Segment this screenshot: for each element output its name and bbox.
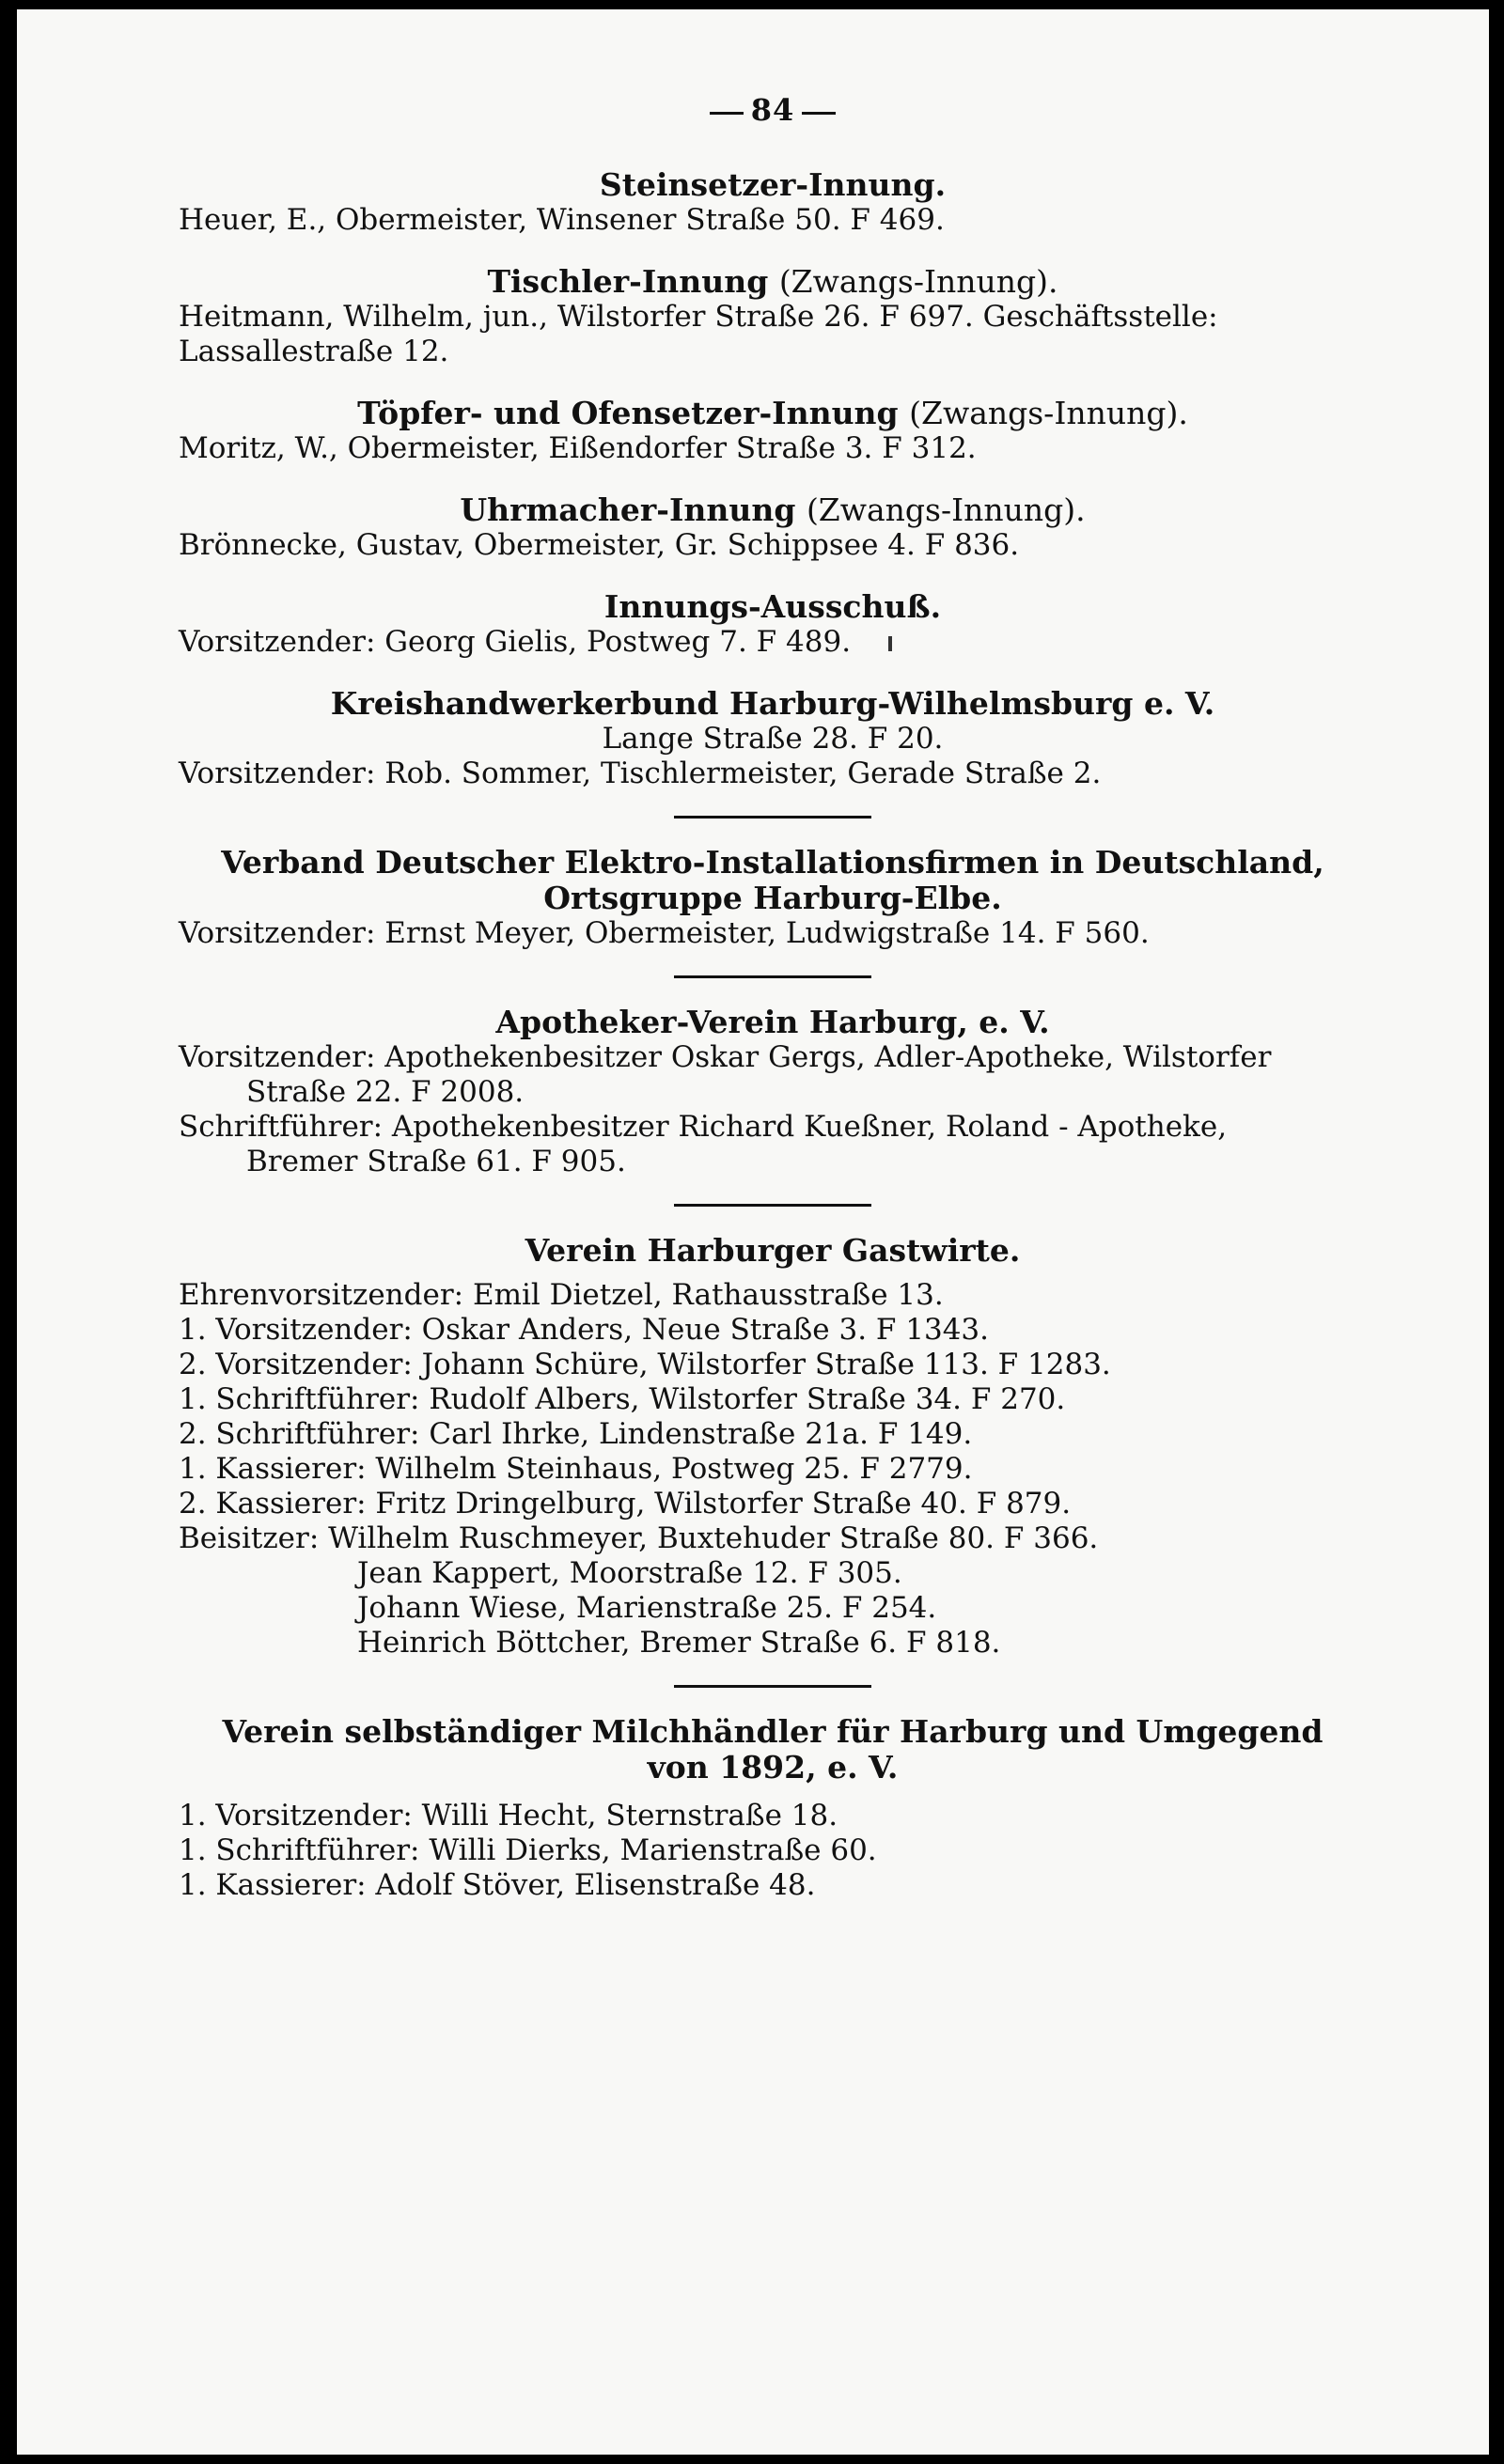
heading-milchhaendler-line1: Verein selbständiger Milchhändler für Harburg und Umgegend [222,1713,1324,1750]
list-item: Heinrich Böttcher, Bremer Straße 6. F 818. [357,1626,1001,1660]
list-item: Beisitzer: Wilhelm Ruschmeyer, Buxtehuder Straße 80. F 366. [179,1521,1099,1555]
heading-gastwirte: Verein Harburger Gastwirte. [525,1232,1021,1269]
section-divider [674,816,871,819]
list-item: 1. Vorsitzender: Willi Hecht, Sternstraße 18. [179,1799,838,1832]
heading-innungsausschuss: Innungs-Ausschuß. [603,588,942,625]
entry-tischler-line1: Heitmann, Wilhelm, jun., Wilstorfer Straße 26. F 697. Geschäftsstelle: [179,300,1218,334]
dash-right [802,112,836,115]
entry-elektro: Vorsitzender: Ernst Meyer, Obermeister, Ludwigstraße 14. F 560. [179,916,1150,950]
section-divider [674,1685,871,1688]
entry-innungsausschuss: Vorsitzender: Georg Gielis, Postweg 7. F 489. [179,625,1367,660]
document-page [17,9,1489,2455]
entry-uhrmacher: Brönnecke, Gustav, Obermeister, Gr. Schippsee 4. F 836. [179,528,1020,562]
heading-toepfer: Töpfer- und Ofensetzer-Innung (Zwangs-Innung). [357,395,1188,431]
entry-apotheker-line1: Vorsitzender: Apothekenbesitzer Oskar Gergs, Adler-Apotheke, Wilstorfer [179,1040,1272,1074]
heading-elektro-line1: Verband Deutscher Elektro-Installationsfirmen in Deutschland, [221,844,1324,881]
list-item: 2. Kassierer: Fritz Dringelburg, Wilstorfer Straße 40. F 879. [179,1487,1072,1521]
heading-apotheker: Apotheker-Verein Harburg, e. V. [495,1004,1050,1040]
entry-apotheker-line3: Schriftführer: Apothekenbesitzer Richard Kueßner, Roland - Apotheke, [179,1110,1228,1144]
entry-steinsetzer: Heuer, E., Obermeister, Winsener Straße 50. F 469. [179,203,945,237]
entry-toepfer: Moritz, W., Obermeister, Eißendorfer Straße 3. F 312. [179,431,977,465]
list-item: Johann Wiese, Marienstraße 25. F 254. [357,1591,937,1625]
entry-apotheker-line2: Straße 22. F 2008. [246,1075,525,1109]
list-item: 2. Vorsitzender: Johann Schüre, Wilstorfer Straße 113. F 1283. [179,1348,1111,1381]
entry-tischler-line2: Lassallestraße 12. [179,335,449,368]
list-item: Ehrenvorsitzender: Emil Dietzel, Rathausstraße 13. [179,1278,944,1312]
list-item: 1. Vorsitzender: Oskar Anders, Neue Straße 3. F 1343. [179,1313,990,1347]
heading-kreishandwerkerbund: Kreishandwerkerbund Harburg-Wilhelmsburg e. V. [330,685,1215,722]
heading-uhrmacher: Uhrmacher-Innung (Zwangs-Innung). [460,491,1086,528]
page-number: 84 [179,92,1367,128]
heading-steinsetzer: Steinsetzer-Innung. [599,166,947,203]
section-divider [674,1204,871,1207]
list-item: 1. Schriftführer: Rudolf Albers, Wilstorfer Straße 34. F 270. [179,1382,1066,1416]
entry-apotheker-line4: Bremer Straße 61. F 905. [246,1145,626,1178]
heading-elektro-line2: Ortsgruppe Harburg-Elbe. [543,880,1002,916]
dash-left [710,112,744,115]
ink-mark [888,636,892,651]
list-item: 2. Schriftführer: Carl Ihrke, Lindenstraße 21a. F 149. [179,1417,973,1451]
list-item: 1. Kassierer: Wilhelm Steinhaus, Postweg 25. F 2779. [179,1452,973,1486]
heading-tischler: Tischler-Innung (Zwangs-Innung). [487,263,1058,300]
section-divider [674,975,871,978]
entry-kreishandwerkerbund-address: Lange Straße 28. F 20. [602,722,944,756]
entry-kreishandwerkerbund-chair: Vorsitzender: Rob. Sommer, Tischlermeister, Gerade Straße 2. [179,756,1102,790]
list-item: 1. Schriftführer: Willi Dierks, Marienstraße 60. [179,1833,877,1867]
list-item: 1. Kassierer: Adolf Stöver, Elisenstraße 48. [179,1868,816,1902]
heading-milchhaendler-line2: von 1892, e. V. [647,1749,899,1786]
list-item: Jean Kappert, Moorstraße 12. F 305. [357,1556,902,1590]
